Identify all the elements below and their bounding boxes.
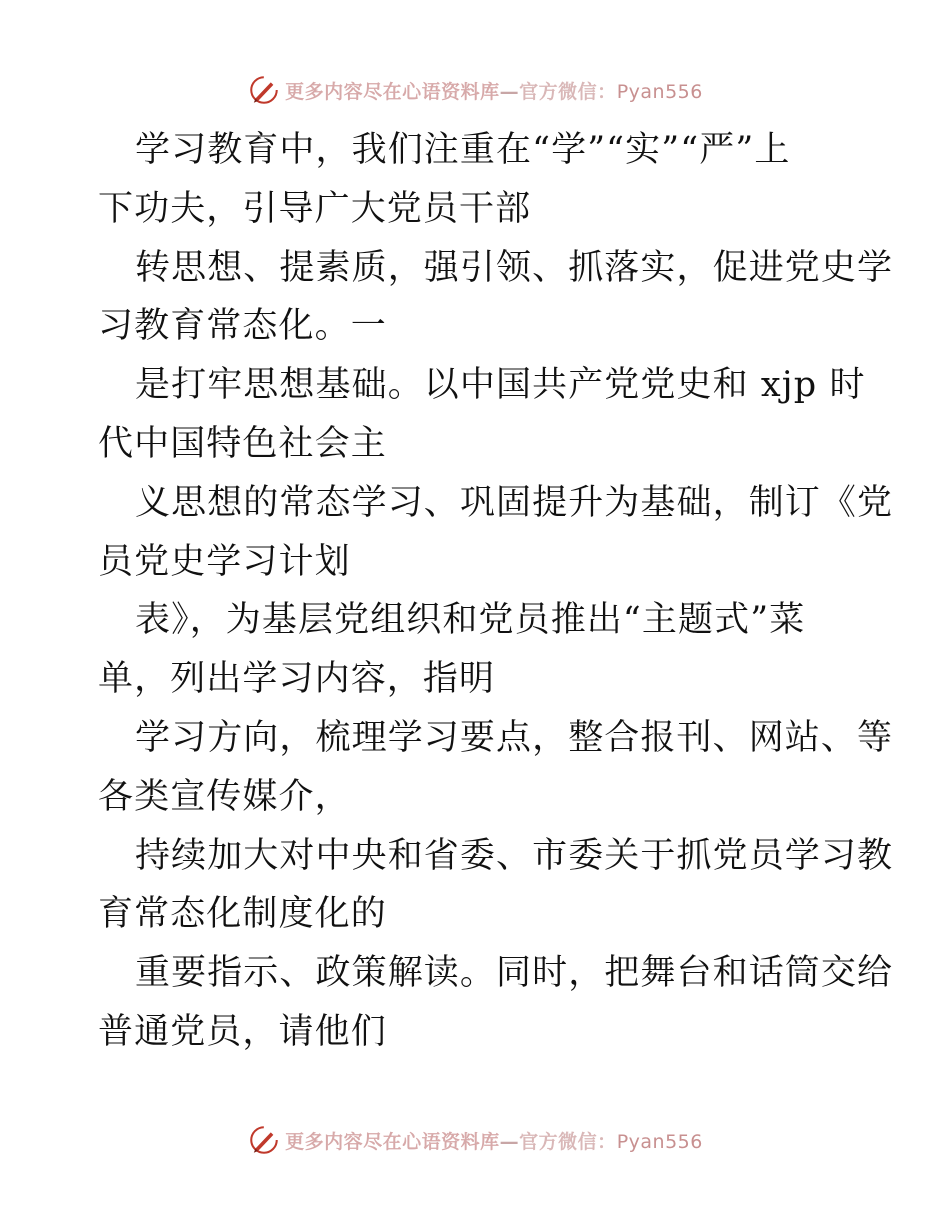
text-line: 下功夫，引导广大党员干部: [98, 188, 532, 229]
watermark-banner-bottom: [0, 1120, 950, 1160]
watermark-text: 更多内容尽在心语资料库—官方微信：Pyan556: [285, 1130, 703, 1153]
text-line: 学习方向，梳理学习要点，整合报刊、网站、等: [135, 717, 894, 758]
watermark-text: 更多内容尽在心语资料库—官方微信：Pyan556: [285, 80, 703, 103]
text-line: 义思想的常态学习、巩固提升为基础，制订《党: [135, 482, 894, 523]
text-line: 普通党员，请他们: [98, 1011, 387, 1052]
text-line: 转思想、提素质，强引领、抓落实，促进党史学: [135, 247, 894, 288]
pen-swirl-logo-icon: [247, 1123, 281, 1157]
text-line: 持续加大对中央和省委、市委关于抓党员学习教: [135, 835, 894, 876]
text-line: 学习教育中，我们注重在“学”“实”“严”上: [135, 130, 791, 170]
pen-swirl-logo-icon: [247, 73, 281, 107]
text-line: 单，列出学习内容，指明: [98, 659, 496, 700]
text-line: 育常态化制度化的: [98, 894, 387, 935]
text-line: 员党史学习计划: [98, 541, 351, 582]
text-line: 重要指示、政策解读。同时，把舞台和话筒交给: [135, 953, 894, 994]
text-line: 表》，为基层党组织和党员推出“主题式”菜: [135, 600, 806, 641]
watermark-banner-top: [0, 70, 950, 110]
text-line: 是打牢思想基础。以中国共产党党史和 xjp 时: [135, 365, 866, 406]
document-body: [98, 121, 894, 1062]
text-line: 习教育常态化。一: [98, 306, 387, 347]
text-line: 各类宣传媒介，: [98, 776, 351, 817]
text-line: 代中国特色社会主: [98, 423, 387, 464]
